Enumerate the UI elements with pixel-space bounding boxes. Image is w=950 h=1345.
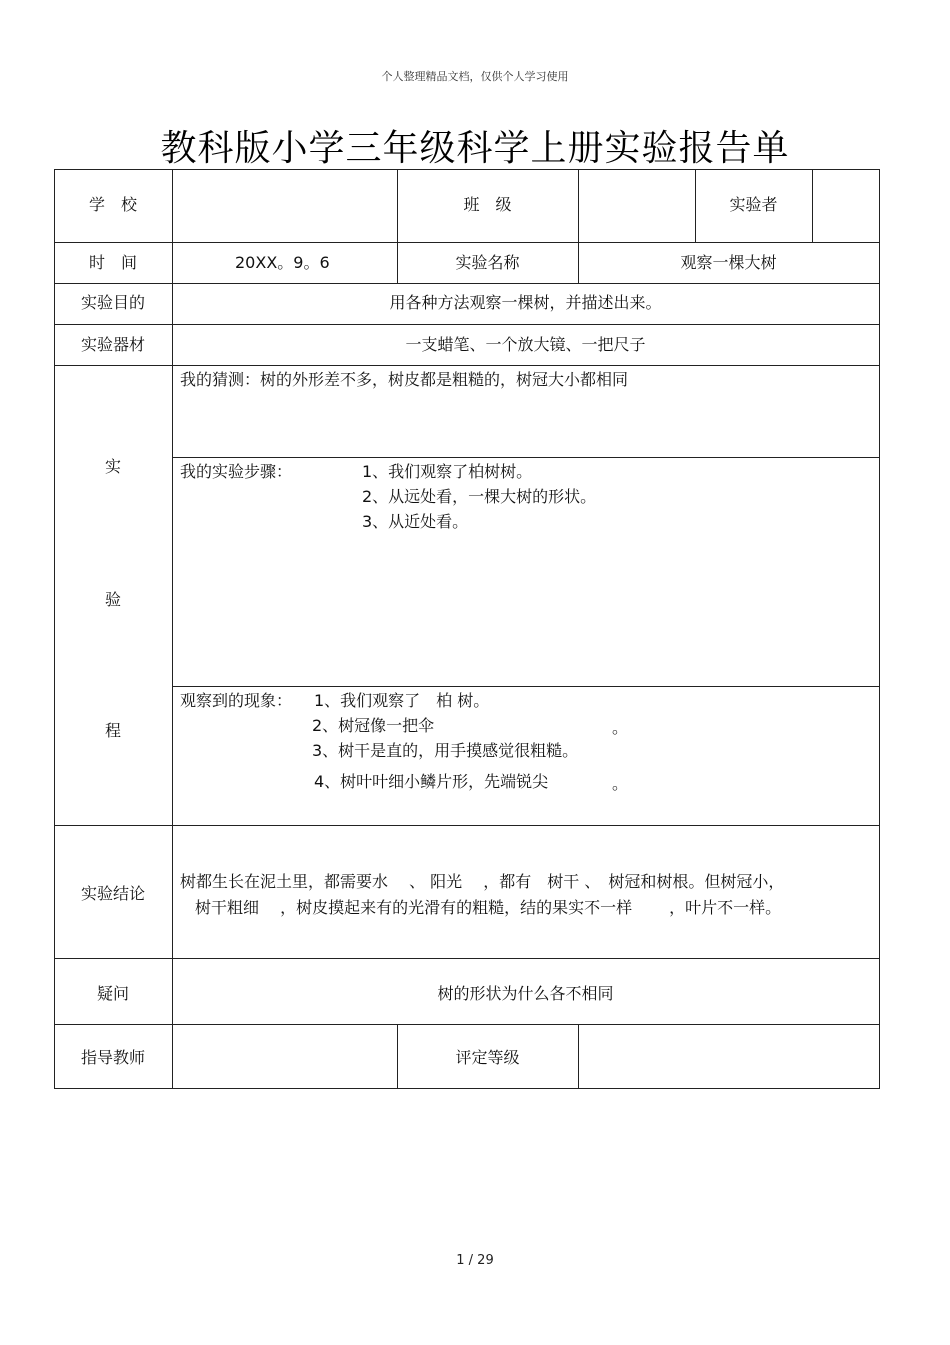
row-divider bbox=[54, 365, 880, 366]
row-divider bbox=[54, 324, 880, 325]
row-divider bbox=[172, 457, 880, 458]
conclusion-label: 实验结论 bbox=[80, 884, 145, 903]
page-number: 1 / 29 bbox=[456, 1253, 494, 1268]
observation-label: 观察到的现象： bbox=[180, 691, 293, 710]
process-side-char: 验 bbox=[104, 590, 121, 609]
observation-item: 4、树叶叶细小鳞片形，先端锐尖 bbox=[314, 772, 549, 791]
header-note: 个人整理精品文档，仅供个人学习使用 bbox=[381, 70, 569, 83]
question-value: 树的形状为什么各不相同 bbox=[437, 984, 614, 1003]
time-value: 20XX。9。6 bbox=[235, 253, 330, 272]
row-divider bbox=[54, 1024, 880, 1025]
grade-label: 评定等级 bbox=[455, 1048, 520, 1067]
column-divider bbox=[812, 169, 813, 242]
teacher-label: 指导教师 bbox=[80, 1048, 145, 1067]
conclusion-line: 树干粗细 ，树皮摸起来有的光滑有的粗糙，结的果实不一样 ，叶片不一样。 bbox=[195, 898, 782, 917]
guess-text: 我的猜测：树的外形差不多，树皮都是粗糙的，树冠大小都相同 bbox=[180, 370, 629, 389]
experimenter-label: 实验者 bbox=[729, 195, 778, 214]
materials-label: 实验器材 bbox=[80, 335, 145, 354]
row-divider bbox=[54, 825, 880, 826]
observation-item: 1、我们观察了 柏 树。 bbox=[314, 691, 490, 710]
materials-value: 一支蜡笔、一个放大镜、一把尺子 bbox=[405, 335, 646, 354]
observation-item: 3、树干是直的，用手摸感觉很粗糙。 bbox=[312, 741, 579, 760]
observation-item: 2、树冠像一把伞 bbox=[312, 716, 435, 735]
row-divider bbox=[54, 242, 880, 243]
time-label: 时 间 bbox=[88, 253, 137, 272]
class-label: 班 级 bbox=[463, 195, 512, 214]
table-border-bottom bbox=[54, 1088, 880, 1089]
step-item: 2、从远处看，一棵大树的形状。 bbox=[362, 487, 597, 506]
purpose-value: 用各种方法观察一棵树，并描述出来。 bbox=[389, 293, 662, 312]
observation-tail: 。 bbox=[612, 718, 629, 737]
experiment-name-value: 观察一棵大树 bbox=[680, 253, 777, 272]
process-side-char: 程 bbox=[104, 721, 121, 740]
row-divider bbox=[172, 686, 880, 687]
experiment-name-label: 实验名称 bbox=[455, 253, 520, 272]
question-label: 疑问 bbox=[96, 984, 129, 1003]
table-border-right bbox=[879, 169, 880, 1089]
purpose-label: 实验目的 bbox=[80, 293, 145, 312]
steps-label: 我的实验步骤： bbox=[180, 462, 293, 481]
process-side-char: 实 bbox=[104, 457, 121, 476]
step-item: 3、从近处看。 bbox=[362, 512, 469, 531]
step-item: 1、我们观察了柏树树。 bbox=[362, 462, 533, 481]
row-divider bbox=[54, 958, 880, 959]
school-label: 学 校 bbox=[88, 195, 137, 214]
row-divider bbox=[54, 283, 880, 284]
observation-tail: 。 bbox=[612, 774, 629, 793]
document-title: 教科版小学三年级科学上册实验报告单 bbox=[160, 128, 790, 169]
column-divider bbox=[578, 1024, 579, 1089]
conclusion-line: 树都生长在泥土里，都需要水 、 阳光 ，都有 树干 、 树冠和树根。但树冠小， bbox=[180, 872, 785, 891]
